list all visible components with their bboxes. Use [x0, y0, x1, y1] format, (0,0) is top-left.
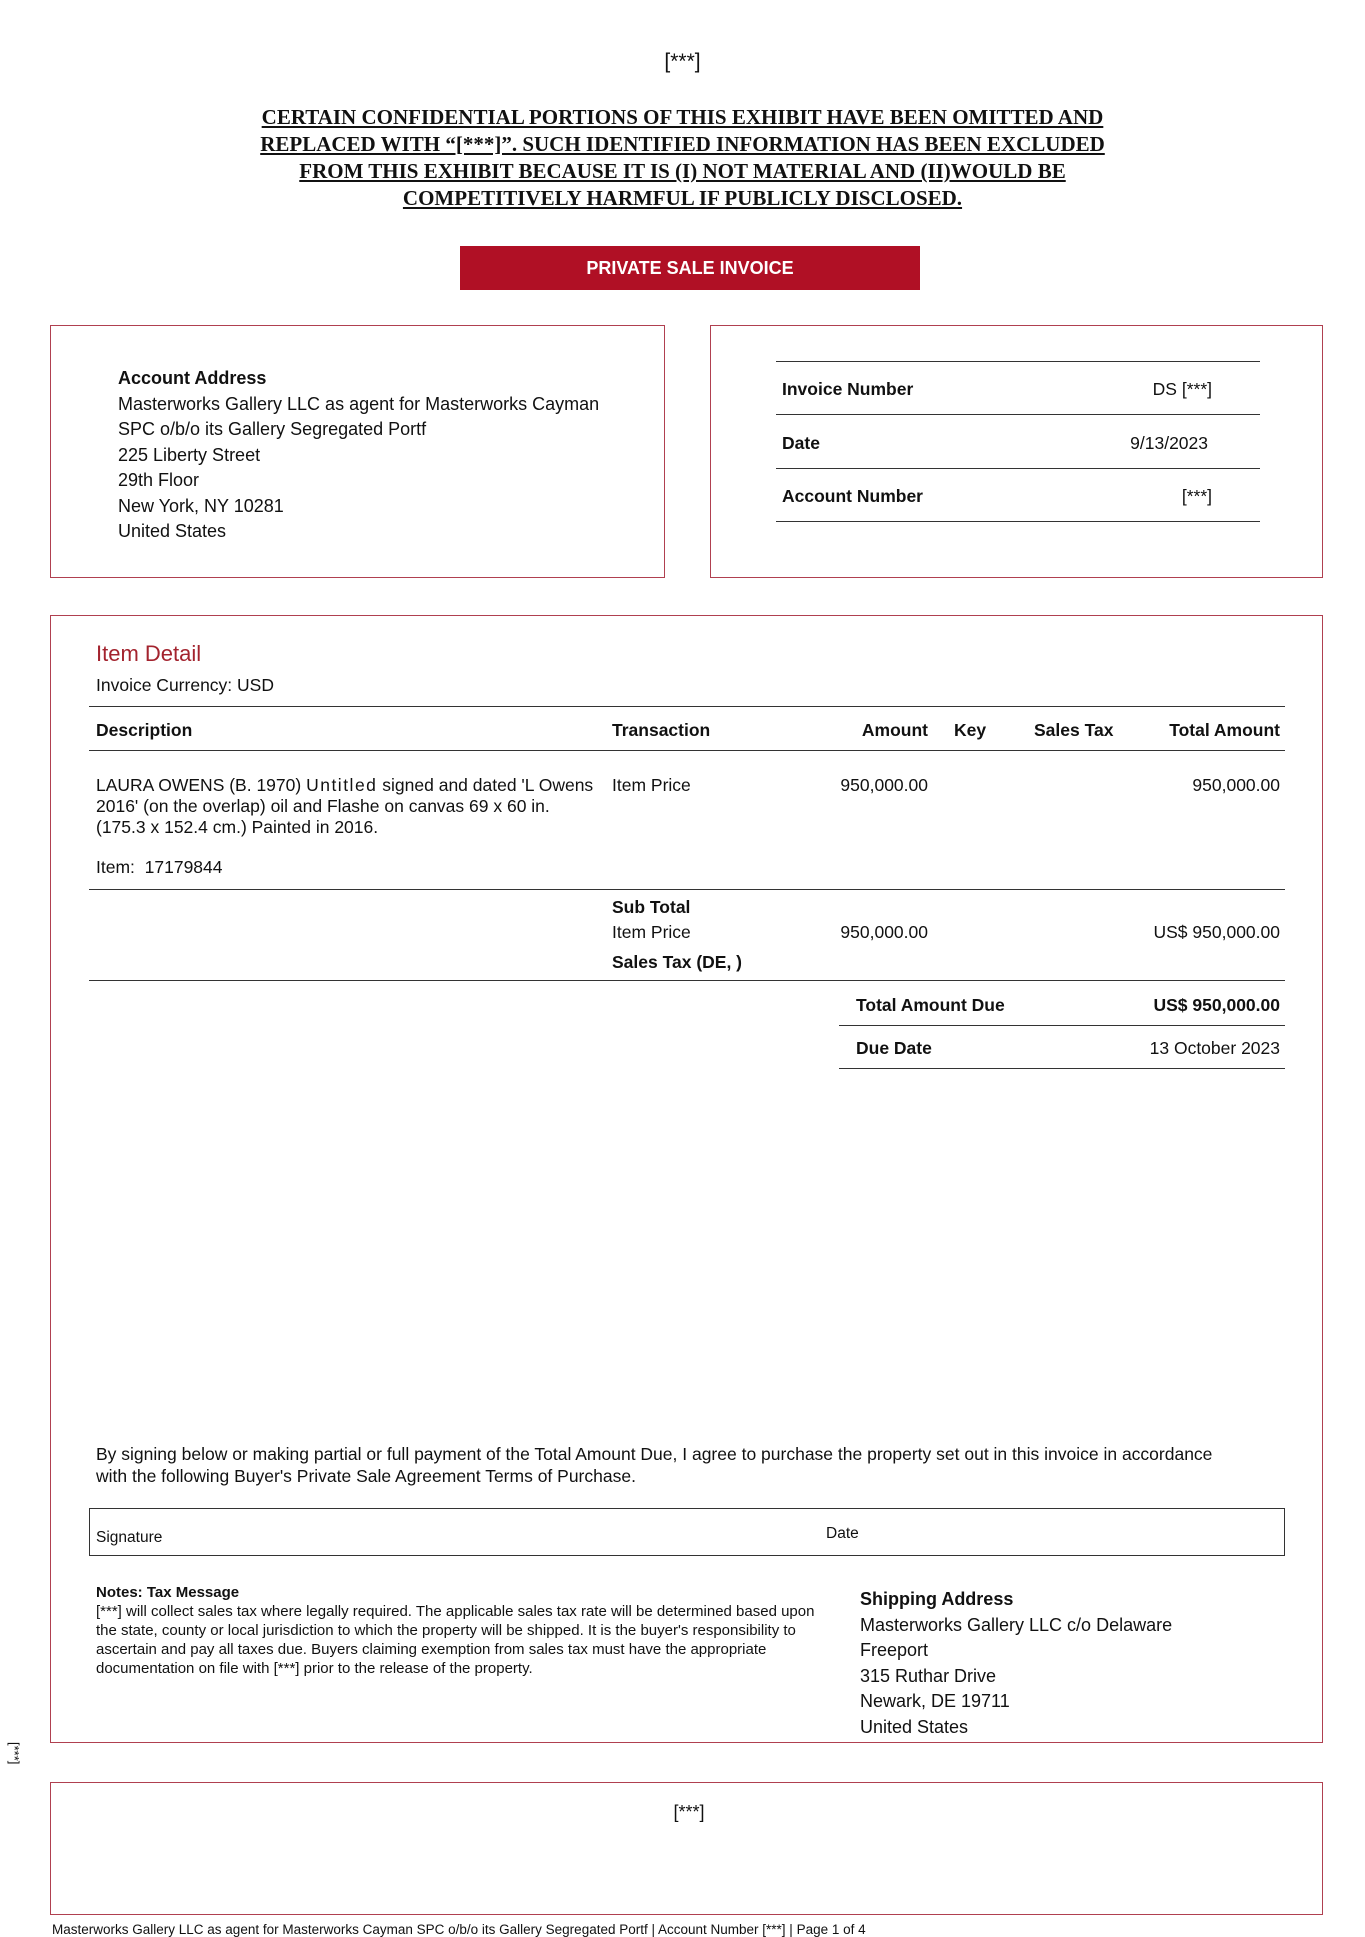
address-line: Newark, DE 19711	[860, 1691, 1010, 1711]
notice-line: COMPETITIVELY HARMFUL IF PUBLICLY DISCLOSED.	[402, 186, 963, 210]
divider	[89, 750, 1285, 751]
col-description: Description	[96, 720, 193, 740]
col-total-amount: Total Amount	[1169, 720, 1280, 740]
subtotal-total: US$ 950,000.00	[1153, 922, 1280, 942]
item-detail-title: Item Detail	[96, 641, 202, 666]
col-sales-tax: Sales Tax	[1034, 720, 1114, 740]
divider	[89, 980, 1285, 981]
desc-title: Untitled	[306, 775, 378, 795]
notice-line: FROM THIS EXHIBIT BECAUSE IT IS (I) NOT MATERIAL AND (II)WOULD BE	[299, 159, 1066, 183]
address-line: 29th Floor	[118, 470, 200, 490]
col-key: Key	[954, 720, 987, 740]
top-redaction-mark: [***]	[664, 50, 701, 73]
address-line: Masterworks Gallery LLC c/o Delaware	[860, 1614, 1173, 1635]
row-amount: 950,000.00	[840, 775, 928, 795]
divider	[89, 889, 1285, 890]
address-line: New York, NY 10281	[118, 495, 284, 516]
signature-field[interactable]	[89, 1508, 1285, 1556]
divider	[776, 521, 1260, 522]
desc-rest: signed and dated 'L Owens 2016' (on the overlap) oil and Flashe on canvas 69 x 60 in. (175.3 x 152.4 cm.) Painted in 2016.	[96, 775, 594, 837]
shipping-address	[860, 1587, 1172, 1740]
address-line: 225 Liberty Street	[118, 444, 261, 465]
notice-line: REPLACED WITH “[***]”. SUCH IDENTIFIED INFORMATION HAS BEEN EXCLUDED	[260, 132, 1105, 156]
sign-date-label: Date	[826, 1525, 859, 1542]
address-line: United States	[118, 521, 227, 541]
notes-heading: Notes: Tax Message	[96, 1584, 240, 1601]
account-address	[118, 366, 599, 545]
account-address-heading: Account Address	[118, 368, 267, 388]
item-number-row	[96, 857, 223, 878]
agreement-text: By signing below or making partial or full payment of the Total Amount Due, I agree to purchase the property set out in this invoice in accordance with the following Buyer's Private Sale Agreement Terms of Purchase.	[96, 1444, 1213, 1486]
invoice-number-value: DS [***]	[1152, 379, 1212, 399]
divider	[776, 414, 1260, 415]
total-due-label: Total Amount Due	[856, 995, 1005, 1015]
tax-notes	[96, 1583, 816, 1678]
due-date-value: 13 October 2023	[1149, 1038, 1280, 1058]
shipping-address-heading: Shipping Address	[860, 1589, 1014, 1609]
due-date-label: Due Date	[856, 1038, 932, 1058]
divider	[839, 1068, 1285, 1069]
invoice-number-label: Invoice Number	[782, 379, 914, 399]
page-footer: Masterworks Gallery LLC as agent for Masterworks Cayman SPC o/b/o its Gallery Segregated Portf | Account Number [***] | Page 1 of 4	[52, 1922, 866, 1937]
subtotal-label: Sub Total	[612, 897, 691, 917]
item-label: Item:	[96, 857, 135, 877]
row-transaction: Item Price	[612, 775, 691, 795]
side-redaction-mark: [***]	[7, 1742, 22, 1765]
address-line: Freeport	[860, 1640, 929, 1660]
desc-prefix: LAURA OWENS (B. 1970)	[96, 775, 307, 795]
date-label: Date	[782, 433, 820, 453]
divider	[89, 706, 1285, 707]
divider	[839, 1025, 1285, 1026]
divider	[776, 468, 1260, 469]
subtotal-item-price-label: Item Price	[612, 922, 691, 942]
date-value: 9/13/2023	[1130, 433, 1208, 453]
item-description	[96, 775, 596, 838]
divider	[776, 361, 1260, 362]
address-line: 315 Ruthar Drive	[860, 1665, 997, 1686]
footer-redaction-mark: [***]	[673, 1802, 705, 1822]
signature-label: Signature	[96, 1529, 163, 1546]
col-amount: Amount	[861, 720, 928, 740]
account-number-value: [***]	[1181, 486, 1212, 506]
col-transaction: Transaction	[612, 720, 711, 740]
notice-line: CERTAIN CONFIDENTIAL PORTIONS OF THIS EXHIBIT HAVE BEEN OMITTED AND	[261, 105, 1104, 129]
total-due-value: US$ 950,000.00	[1153, 995, 1280, 1015]
account-number-label: Account Number	[782, 486, 923, 506]
item-number: 17179844	[144, 857, 223, 877]
address-line: SPC o/b/o its Gallery Segregated Portf	[118, 419, 427, 439]
subtotal-amount: 950,000.00	[840, 922, 928, 942]
row-total: 950,000.00	[1192, 775, 1280, 795]
invoice-currency: Invoice Currency: USD	[96, 675, 274, 695]
notes-text: [***] will collect sales tax where legally required. The applicable sales tax rate will be determined based upon the state, county or local jurisdiction to which the property will be shipped. It is the buyer's responsibility to ascertain and pay all taxes due. Buyers claiming exemption from sales tax must have the appropriate documentation on file with [***] prior to the release of the property.	[96, 1603, 815, 1677]
invoice-banner: PRIVATE SALE INVOICE	[460, 246, 920, 290]
confidentiality-notice	[180, 104, 1185, 212]
address-line: United States	[860, 1716, 969, 1737]
sales-tax-label: Sales Tax (DE, )	[612, 952, 743, 972]
address-line: Masterworks Gallery LLC as agent for Masterworks Cayman	[118, 393, 600, 414]
